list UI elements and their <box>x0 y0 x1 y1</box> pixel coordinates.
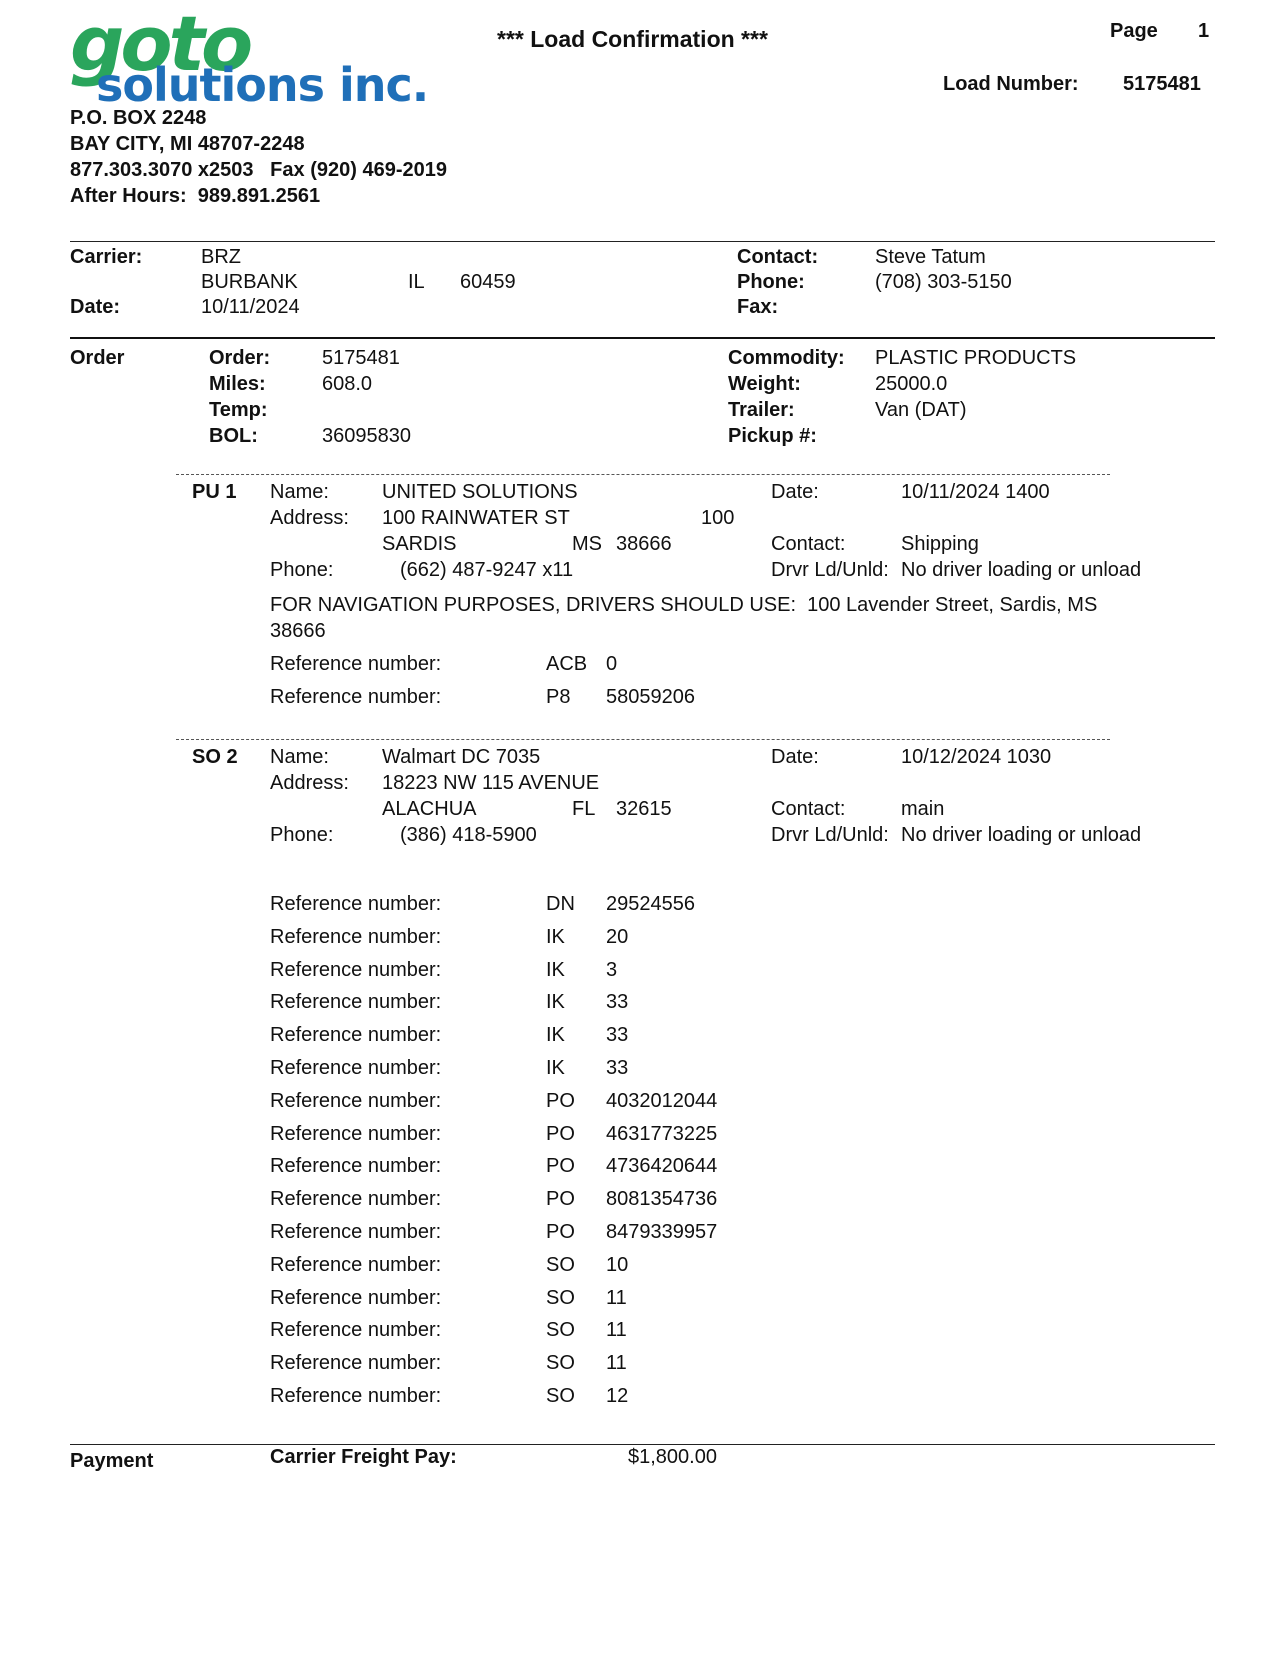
reference-value: 8081354736 <box>606 1188 718 1211</box>
carrier-date-label: Date: <box>70 296 121 318</box>
stop1-date: 10/11/2024 1400 <box>901 481 1050 503</box>
stop2-reference-row <box>270 1057 770 1083</box>
stop2-reference-row <box>270 1352 770 1378</box>
stop1-navigation-note: FOR NAVIGATION PURPOSES, DRIVERS SHOULD USE: 100 Lavender Street, Sardis, MS <box>270 594 1098 616</box>
stop2-drvr: No driver loading or unload <box>901 824 1142 846</box>
stop2-name: Walmart DC 7035 <box>382 746 541 768</box>
stop2-contact: main <box>901 798 945 820</box>
reference-label: Reference number: <box>270 1024 442 1047</box>
stop2-tag: SO 2 <box>192 746 238 768</box>
stop2-reference-row <box>270 926 770 952</box>
reference-value: 3 <box>606 958 618 981</box>
reference-label: Reference number: <box>270 1221 442 1243</box>
carrier-name: BRZ <box>201 246 241 268</box>
reference-code: PO <box>546 1122 575 1145</box>
reference-code: IK <box>546 991 565 1014</box>
load-number-label: Load Number: <box>943 73 1079 95</box>
reference-code: IK <box>546 958 565 981</box>
stop2-reference-row <box>270 1024 770 1050</box>
stop1-date-label: Date: <box>771 481 819 503</box>
company-city: BAY CITY, MI 48707-2248 <box>70 133 305 155</box>
commodity-value: PLASTIC PRODUCTS <box>875 347 1077 369</box>
fax-label: Fax: <box>737 296 779 318</box>
reference-label: Reference number: <box>270 1319 442 1342</box>
reference-label: Reference number: <box>270 893 442 915</box>
stop2-reference-row <box>270 1319 770 1345</box>
carrier-city: BURBANK <box>201 271 298 293</box>
stop2-reference-row <box>270 1287 770 1313</box>
reference-value: 33 <box>606 1057 629 1079</box>
payment-section-label: Payment <box>70 1450 154 1472</box>
stop2-city: ALACHUA <box>382 798 477 820</box>
miles-value: 608.0 <box>322 373 373 395</box>
stop1-reference-row <box>270 686 770 712</box>
order-section-label: Order <box>70 347 125 369</box>
reference-value: 4032012044 <box>606 1089 718 1112</box>
company-po-box: P.O. BOX 2248 <box>70 107 207 129</box>
bol-label: BOL: <box>209 425 258 447</box>
stop1-tag: PU 1 <box>192 481 237 503</box>
stop1-address-label: Address: <box>270 507 349 529</box>
load-number-value: 5175481 <box>1123 73 1201 95</box>
reference-label: Reference number: <box>270 1089 442 1112</box>
stop2-reference-row <box>270 1155 770 1181</box>
temp-label: Temp: <box>209 399 268 421</box>
reference-label: Reference number: <box>270 925 442 948</box>
reference-value: 11 <box>606 1352 627 1375</box>
reference-value: 10 <box>606 1253 629 1276</box>
carrier-date: 10/11/2024 <box>201 296 300 318</box>
stop1-contact: Shipping <box>901 533 979 555</box>
stop1-name: UNITED SOLUTIONS <box>382 481 578 503</box>
stop1-navigation-note-cont: 38666 <box>270 620 326 642</box>
stop2-reference-row <box>270 1221 770 1247</box>
reference-code: SO <box>546 1253 575 1276</box>
stop2-drvr-label: Drvr Ld/Unld: <box>771 824 889 846</box>
divider <box>70 241 1215 242</box>
stop1-state: MS <box>572 533 602 555</box>
stop2-address-label: Address: <box>270 772 349 794</box>
company-logo-solutions: solutions inc. <box>96 58 429 112</box>
reference-label: Reference number: <box>270 1286 442 1309</box>
reference-value: 4736420644 <box>606 1155 718 1178</box>
reference-value: 33 <box>606 1024 629 1047</box>
reference-label: Reference number: <box>270 653 442 675</box>
stop2-phone-label: Phone: <box>270 824 334 846</box>
carrier-state: IL <box>408 271 425 293</box>
reference-code: IK <box>546 925 565 948</box>
stop1-name-label: Name: <box>270 481 329 503</box>
pickup-label: Pickup #: <box>728 425 817 447</box>
reference-value: 0 <box>606 653 618 675</box>
company-logo-goto: goto <box>70 0 250 88</box>
bol-value: 36095830 <box>322 425 411 447</box>
reference-code: PO <box>546 1221 575 1243</box>
carrier-freight-pay-value: $1,800.00 <box>628 1446 717 1468</box>
reference-label: Reference number: <box>270 685 442 708</box>
reference-code: P8 <box>546 685 571 708</box>
stop-divider <box>176 739 1110 740</box>
stop2-reference-row <box>270 1188 770 1214</box>
stop1-drvr-label: Drvr Ld/Unld: <box>771 559 889 581</box>
reference-code: SO <box>546 1286 575 1309</box>
company-after-hours: After Hours: 989.891.2561 <box>70 185 321 207</box>
stop2-reference-row <box>270 1385 770 1411</box>
stop2-contact-label: Contact: <box>771 798 846 820</box>
reference-label: Reference number: <box>270 1188 442 1211</box>
stop2-reference-row <box>270 959 770 985</box>
order-number-label: Order: <box>209 347 271 369</box>
stop2-zip: 32615 <box>616 798 672 820</box>
reference-label: Reference number: <box>270 1155 442 1178</box>
order-number-value: 5175481 <box>322 347 400 369</box>
phone-label: Phone: <box>737 271 805 293</box>
reference-code: SO <box>546 1352 575 1375</box>
divider <box>70 1444 1215 1445</box>
commodity-label: Commodity: <box>728 347 845 369</box>
stop1-contact-label: Contact: <box>771 533 846 555</box>
reference-value: 11 <box>606 1319 627 1342</box>
stop2-reference-row <box>270 1090 770 1116</box>
reference-label: Reference number: <box>270 1253 442 1276</box>
stop2-address: 18223 NW 115 AVENUE <box>382 772 600 794</box>
stop1-reference-row <box>270 653 770 679</box>
trailer-label: Trailer: <box>728 399 795 421</box>
weight-label: Weight: <box>728 373 801 395</box>
contact-value: Steve Tatum <box>875 246 986 268</box>
stop1-address: 100 RAINWATER ST <box>382 507 570 529</box>
stop2-reference-row <box>270 1254 770 1280</box>
page-number: 1 <box>1198 20 1210 42</box>
stop2-state: FL <box>572 798 596 820</box>
stop2-date-label: Date: <box>771 746 819 768</box>
reference-label: Reference number: <box>270 1122 442 1145</box>
reference-code: IK <box>546 1057 565 1079</box>
page-label: Page <box>1110 20 1158 42</box>
carrier-label: Carrier: <box>70 246 143 268</box>
carrier-freight-pay-label: Carrier Freight Pay: <box>270 1446 457 1468</box>
company-phone-fax: 877.303.3070 x2503 Fax (920) 469-2019 <box>70 159 447 181</box>
carrier-zip: 60459 <box>460 271 516 293</box>
reference-label: Reference number: <box>270 991 442 1014</box>
stop2-reference-row <box>270 991 770 1017</box>
reference-value: 33 <box>606 991 629 1014</box>
stop1-drvr: No driver loading or unload <box>901 559 1142 581</box>
stop1-city: SARDIS <box>382 533 457 555</box>
reference-value: 58059206 <box>606 685 695 708</box>
reference-code: ACB <box>546 653 588 675</box>
trailer-value: Van (DAT) <box>875 399 967 421</box>
stop2-reference-row <box>270 1123 770 1149</box>
reference-code: DN <box>546 893 575 915</box>
reference-code: SO <box>546 1385 575 1407</box>
reference-value: 29524556 <box>606 893 695 915</box>
reference-label: Reference number: <box>270 958 442 981</box>
reference-code: PO <box>546 1089 575 1112</box>
reference-label: Reference number: <box>270 1057 442 1079</box>
stop1-address-extra: 100 <box>701 507 735 529</box>
reference-code: PO <box>546 1188 575 1211</box>
contact-label: Contact: <box>737 246 819 268</box>
miles-label: Miles: <box>209 373 266 395</box>
reference-code: PO <box>546 1155 575 1178</box>
document-title: *** Load Confirmation *** <box>497 26 768 52</box>
divider <box>70 337 1215 339</box>
reference-label: Reference number: <box>270 1352 442 1375</box>
reference-value: 12 <box>606 1385 629 1407</box>
reference-code: SO <box>546 1319 575 1342</box>
stop-divider <box>176 474 1110 475</box>
weight-value: 25000.0 <box>875 373 948 395</box>
reference-code: IK <box>546 1024 565 1047</box>
reference-value: 8479339957 <box>606 1221 718 1243</box>
stop1-phone-label: Phone: <box>270 559 334 581</box>
reference-value: 4631773225 <box>606 1122 718 1145</box>
stop2-date: 10/12/2024 1030 <box>901 746 1052 768</box>
phone-value: (708) 303-5150 <box>875 271 1012 293</box>
reference-value: 20 <box>606 925 629 948</box>
stop2-phone: (386) 418-5900 <box>400 824 537 846</box>
reference-label: Reference number: <box>270 1385 442 1407</box>
stop1-zip: 38666 <box>616 533 672 555</box>
stop2-name-label: Name: <box>270 746 329 768</box>
reference-value: 11 <box>606 1286 627 1309</box>
stop2-reference-row <box>270 893 770 919</box>
stop1-phone: (662) 487-9247 x11 <box>400 559 574 581</box>
